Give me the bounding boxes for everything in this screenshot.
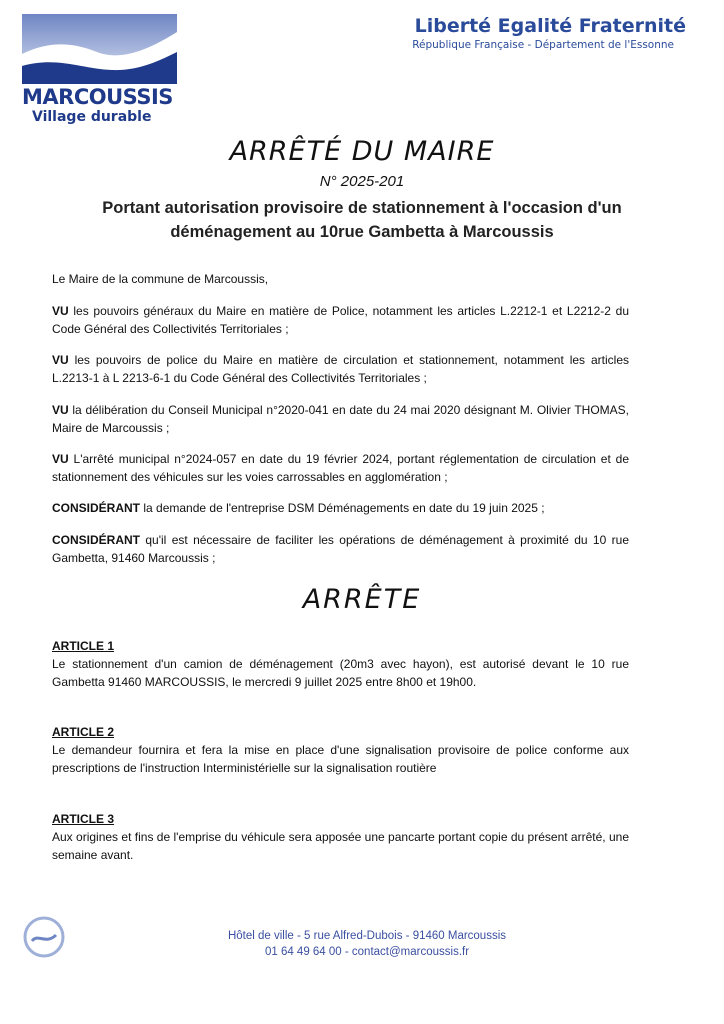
document-title: ARRÊTÉ DU MAIRE: [229, 136, 495, 167]
consideration: [52, 351, 629, 387]
logo-name: MARCOUSSIS: [22, 85, 173, 109]
consideration: [52, 450, 629, 486]
decree-number: N° 2025-201: [319, 173, 405, 190]
page-footer: [0, 928, 724, 960]
consideration: [52, 401, 629, 437]
decree-body: [52, 0, 629, 1024]
article-heading: ARTICLE 1: [52, 639, 115, 653]
article-heading: ARTICLE 3: [52, 812, 115, 826]
consideration: [52, 531, 629, 567]
consideration: [52, 302, 629, 338]
article-heading: ARTICLE 2: [52, 725, 115, 739]
logo-tagline: Village durable: [32, 109, 152, 125]
consideration-keyword: VU: [52, 452, 69, 466]
consideration-text: la demande de l'entreprise DSM Déménagements en date du 19 juin 2025 ;: [140, 501, 545, 515]
footer-contact: 01 64 49 64 00 - contact@marcoussis.fr: [264, 946, 470, 958]
article-text: Le demandeur fournira et fera la mise en place d'une signalisation provisoire de police conforme aux prescriptions de l'instruction Interministérielle sur la signalisation routière: [52, 743, 629, 775]
consideration-keyword: CONSIDÉRANT: [52, 501, 141, 515]
subject-line-2: déménagement au 10rue Gambetta à Marcoussis: [170, 223, 554, 241]
decision-title: ARRÊTE: [302, 584, 422, 615]
article-text: Le stationnement d'un camion de déménagement (20m3 avec hayon), est autorisé devant le 10 rue Gambetta 91460 MARCOUSSIS, le mercredi 9 juillet 2025 entre 8h00 et 19h00.: [52, 657, 629, 689]
consideration-text: les pouvoirs généraux du Maire en matière de Police, notamment les articles L.2212-1 et L2212-2 du Code Général des Collectivités Territoriales ;: [52, 304, 629, 336]
article-text: Aux origines et fins de l'emprise du véhicule sera apposée une pancarte portant copie du présent arrêté, une semaine avant.: [52, 830, 629, 862]
consideration: [52, 499, 629, 517]
consideration-keyword: VU: [52, 304, 69, 318]
consideration-keyword: VU: [52, 403, 69, 417]
consideration-keyword: CONSIDÉRANT: [52, 533, 141, 547]
motto-main: Liberté Egalité Fraternité: [414, 15, 686, 37]
consideration-text: qu'il est nécessaire de faciliter les opérations de déménagement à proximité du 10 rue Gambetta, 91460 Marcoussis ;: [52, 533, 629, 565]
consideration-keyword: VU: [52, 353, 69, 367]
motto-sub: République Française - Département de l'Essonne: [412, 39, 674, 51]
footer-address: Hôtel de ville - 5 rue Alfred-Dubois - 91460 Marcoussis: [227, 930, 507, 942]
preamble: Le Maire de la commune de Marcoussis,: [52, 272, 269, 286]
consideration-text: les pouvoirs de police du Maire en matière de circulation et stationnement, notamment les articles L.2213-1 à L 2213-6-1 du Code Général des Collectivités Territoriales ;: [52, 353, 629, 385]
subject-line-1: Portant autorisation provisoire de stationnement à l'occasion d'un: [102, 199, 622, 217]
consideration-text: L'arrêté municipal n°2024-057 en date du 19 février 2024, portant réglementation de circulation et de stationnement des véhicules sur les voies carrossables en agglomération ;: [52, 452, 629, 484]
consideration-text: la délibération du Conseil Municipal n°2020-041 en date du 24 mai 2020 désignant M. Olivier THOMAS, Maire de Marcoussis ;: [52, 403, 629, 435]
